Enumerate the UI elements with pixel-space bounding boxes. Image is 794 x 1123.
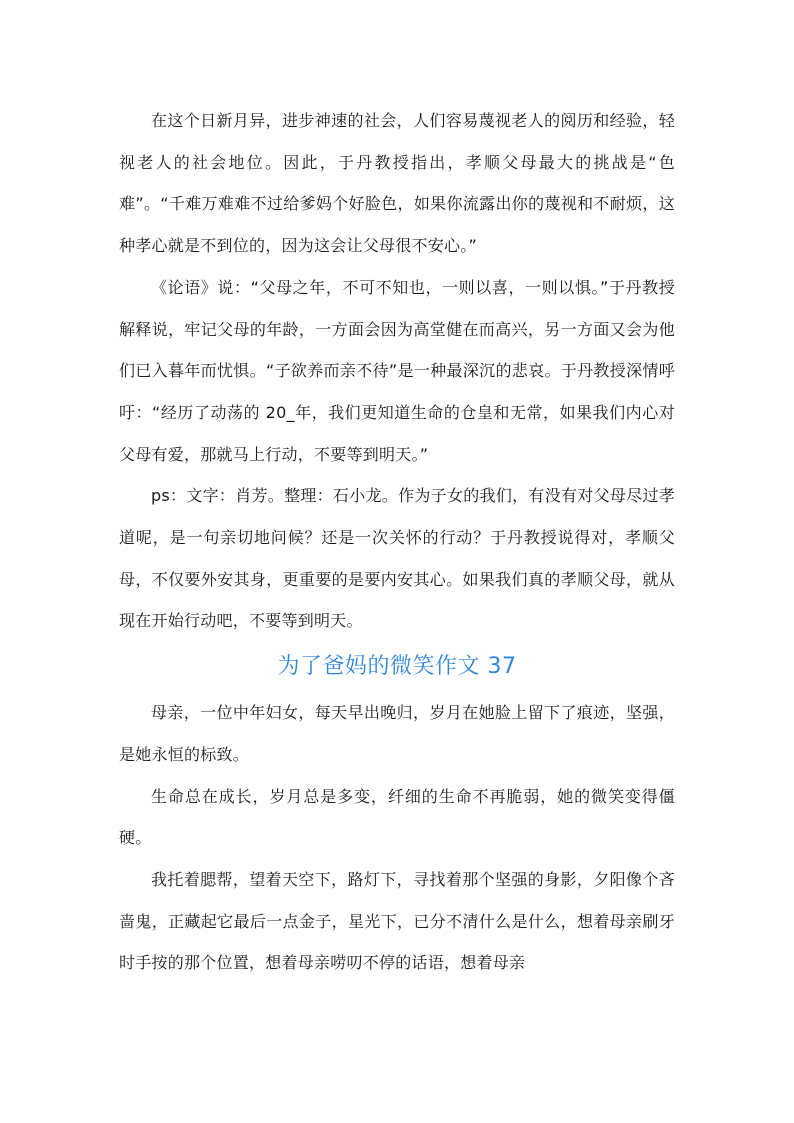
- paragraph-mother-intro: 母亲，一位中年妇女，每天早出晚归，岁月在她脸上留下了痕迹，坚强，是她永恒的标致。: [119, 703, 675, 764]
- paragraph-ps-credits: ps：文字：肖芳。整理：石小龙。作为子女的我们，有没有对父母尽过孝道呢，是一句亲切地问候？还是一次关怀的行动？于丹教授说得对，孝顺父母，不仅要外安其身，更重要的是要内安其心。如果我们真的孝顺父母，就从现在开始行动吧，不要等到明天。: [119, 486, 675, 631]
- paragraph-life-growth: 生命总在成长，岁月总是多变，纤细的生命不再脆弱，她的微笑变得僵硬。: [119, 786, 675, 848]
- paragraph-analects-quote: 《论语》说：“父母之年，不可不知也，一则以喜，一则以惧。”于丹教授解释说，牢记父母的年龄，一方面会因为高堂健在而高兴，另一方面又会为他们已入暮年而忧惧。“子欲养而亲不待”是一种最深沉的悲哀。于丹教授深情呼吁：“经历了动荡的 20_年，我们更知道生命的仓皇和无常，如果我们内心对父母有爱，那就马上行动，不要等到明天。”: [119, 277, 675, 464]
- paragraph-filial-challenge: 在这个日新月异，进步神速的社会，人们容易蔑视老人的阅历和经验，轻视老人的社会地位。因此，于丹教授指出，孝顺父母最大的挑战是“色难”。“千难万难难不过给爹妈个好脸色，如果你流露出你的蔑视和不耐烦，这种孝心就是不到位的，因为这会让父母很不安心。”: [119, 111, 675, 256]
- paragraph-waiting-mother: 我托着腮帮，望着天空下，路灯下，寻找着那个坚强的身影，夕阳像个吝啬鬼，正藏起它最后一点金子，星光下，已分不清什么是什么，想着母亲刷牙时手按的那个位置，想着母亲唠叨不停的话语，想着母亲: [119, 869, 675, 973]
- essay-heading: 为了爸妈的微笑作文 37: [277, 654, 517, 680]
- document-body: [119, 100, 675, 984]
